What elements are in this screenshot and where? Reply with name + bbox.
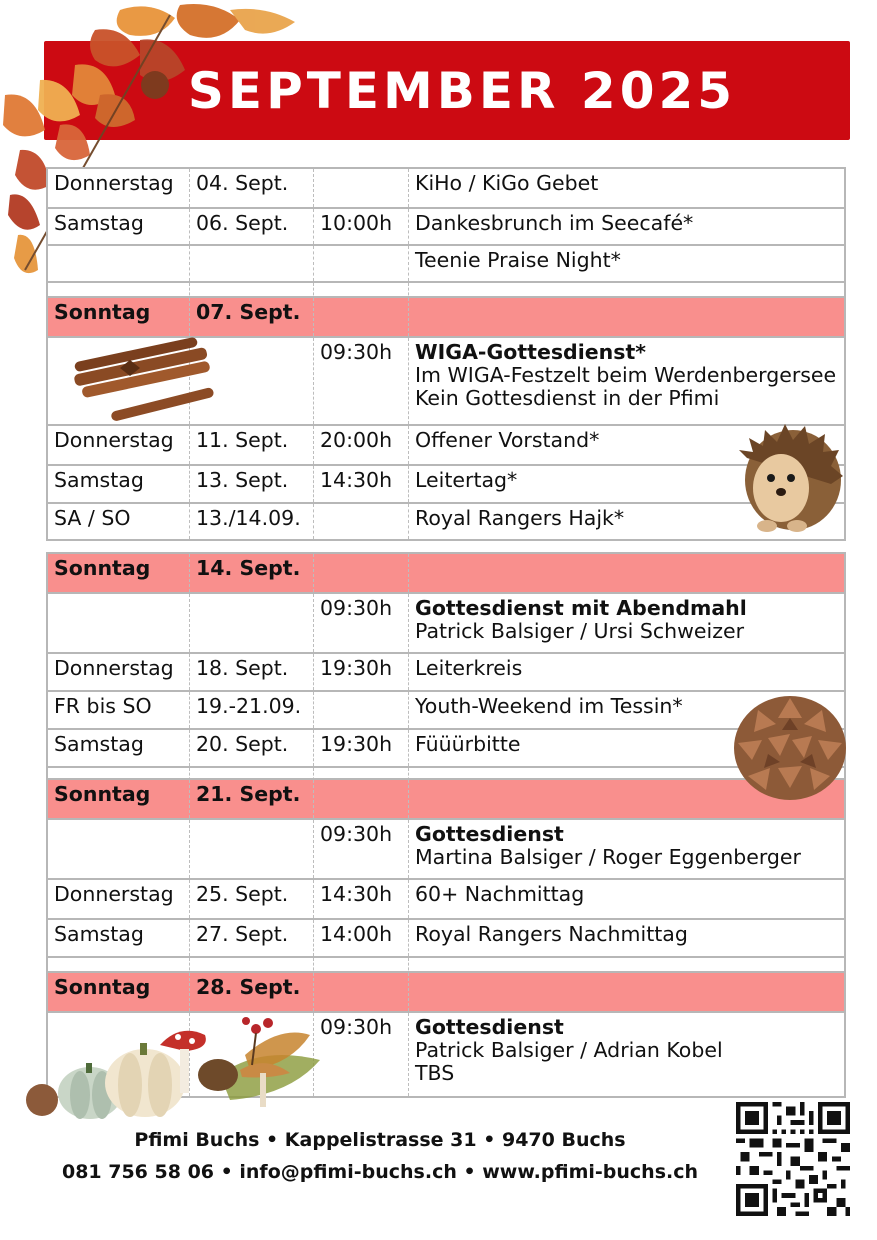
time-cell bbox=[313, 692, 408, 728]
event-cell bbox=[408, 1013, 844, 1096]
date-cell: 11. Sept. bbox=[189, 426, 313, 464]
date-cell: 04. Sept. bbox=[189, 169, 313, 207]
time-cell: 09:30h bbox=[313, 338, 408, 424]
qr-code-icon bbox=[736, 1102, 850, 1216]
event-title: WIGA-Gottesdienst* bbox=[415, 340, 646, 364]
date-cell: 07. Sept. bbox=[189, 298, 313, 336]
sunday-row bbox=[46, 552, 846, 594]
event-detail: Kein Gottesdienst in der Pfimi bbox=[415, 386, 720, 410]
time-cell: 10:00h bbox=[313, 209, 408, 244]
event-cell bbox=[408, 338, 844, 424]
day-cell: SA / SO bbox=[54, 506, 131, 530]
event-title: Gottesdienst bbox=[415, 822, 564, 846]
event-cell: Youth-Weekend im Tessin* bbox=[408, 692, 844, 728]
event-cell: Leitertag* bbox=[408, 466, 844, 502]
event-detail: TBS bbox=[415, 1061, 455, 1085]
time-cell bbox=[313, 298, 408, 336]
day-cell: Donnerstag bbox=[54, 428, 174, 452]
sunday-row bbox=[46, 778, 846, 820]
time-cell bbox=[313, 973, 408, 1011]
date-cell: 13. Sept. bbox=[189, 466, 313, 502]
table-row bbox=[46, 209, 846, 246]
date-cell: 19.-21.09. bbox=[189, 692, 313, 728]
time-cell: 19:30h bbox=[313, 730, 408, 766]
date-cell: 06. Sept. bbox=[189, 209, 313, 244]
day-cell: Samstag bbox=[54, 468, 144, 492]
table-row bbox=[46, 820, 846, 880]
day-cell bbox=[48, 594, 189, 652]
time-cell: 20:00h bbox=[313, 426, 408, 464]
date-cell: 21. Sept. bbox=[189, 780, 313, 818]
date-cell: 28. Sept. bbox=[189, 973, 313, 1011]
table-row bbox=[46, 594, 846, 654]
schedule-section-4 bbox=[46, 778, 846, 977]
table-row bbox=[46, 504, 846, 541]
event-cell: Offener Vorstand* bbox=[408, 426, 844, 464]
table-row bbox=[46, 730, 846, 768]
event-cell: 60+ Nachmittag bbox=[408, 880, 844, 918]
cinnamon-sticks-icon bbox=[70, 330, 220, 425]
day-cell: Donnerstag bbox=[54, 882, 174, 906]
pinecone-icon bbox=[728, 688, 853, 808]
event-cell bbox=[408, 554, 844, 592]
day-cell: FR bis SO bbox=[54, 694, 152, 718]
day-cell: Samstag bbox=[54, 732, 144, 756]
date-cell: 18. Sept. bbox=[189, 654, 313, 690]
event-title: Gottesdienst bbox=[415, 1015, 564, 1039]
date-cell bbox=[189, 594, 313, 652]
footer-address: Pfimi Buchs • Kappelistrasse 31 • 9470 Buchs bbox=[134, 1129, 626, 1151]
time-cell: 14:30h bbox=[313, 880, 408, 918]
table-row bbox=[46, 466, 846, 504]
pumpkins-mushrooms-icon bbox=[20, 1015, 330, 1120]
time-cell bbox=[313, 504, 408, 539]
event-cell: Royal Rangers Hajk* bbox=[408, 504, 844, 539]
event-cell bbox=[408, 298, 844, 336]
sunday-row bbox=[46, 971, 846, 1013]
date-cell: 13./14.09. bbox=[189, 504, 313, 539]
event-detail: Patrick Balsiger / Adrian Kobel bbox=[415, 1038, 723, 1062]
event-cell: Füüürbitte bbox=[408, 730, 844, 766]
event-cell: Dankesbrunch im Seecafé* bbox=[408, 209, 844, 244]
table-row bbox=[46, 692, 846, 730]
event-detail: Martina Balsiger / Roger Eggenberger bbox=[415, 845, 801, 869]
event-cell bbox=[408, 820, 844, 878]
table-row bbox=[46, 246, 846, 283]
time-cell bbox=[313, 169, 408, 207]
table-row bbox=[46, 426, 846, 466]
event-cell bbox=[408, 973, 844, 1011]
date-cell bbox=[189, 246, 313, 281]
table-row bbox=[46, 654, 846, 692]
time-cell: 09:30h bbox=[313, 1013, 408, 1096]
date-cell bbox=[189, 820, 313, 878]
date-cell: 14. Sept. bbox=[189, 554, 313, 592]
event-cell: KiHo / KiGo Gebet bbox=[408, 169, 844, 207]
time-cell bbox=[313, 554, 408, 592]
time-cell bbox=[313, 246, 408, 281]
day-cell bbox=[48, 820, 189, 878]
time-cell: 14:30h bbox=[313, 466, 408, 502]
date-cell: 20. Sept. bbox=[189, 730, 313, 766]
day-cell: Sonntag bbox=[54, 300, 151, 324]
time-cell: 09:30h bbox=[313, 820, 408, 878]
table-row bbox=[46, 920, 846, 958]
day-cell: Sonntag bbox=[54, 975, 151, 999]
date-cell: 25. Sept. bbox=[189, 880, 313, 918]
time-cell: 14:00h bbox=[313, 920, 408, 956]
footer bbox=[0, 1124, 760, 1188]
event-cell: Leiterkreis bbox=[408, 654, 844, 690]
day-cell bbox=[48, 246, 189, 281]
table-row bbox=[46, 880, 846, 920]
schedule-section-1 bbox=[46, 167, 846, 302]
day-cell: Sonntag bbox=[54, 556, 151, 580]
day-cell: Samstag bbox=[54, 922, 144, 946]
day-cell: Donnerstag bbox=[54, 656, 174, 680]
page-title: SEPTEMBER 2025 bbox=[187, 61, 737, 120]
hedgehog-icon bbox=[735, 418, 845, 538]
day-cell: Sonntag bbox=[54, 782, 151, 806]
event-cell bbox=[408, 594, 844, 652]
schedule-section-3 bbox=[46, 552, 846, 787]
event-detail: Im WIGA-Festzelt beim Werdenbergersee bbox=[415, 363, 837, 387]
day-cell: Samstag bbox=[54, 211, 144, 235]
event-title: Gottesdienst mit Abendmahl bbox=[415, 596, 747, 620]
footer-contact: 081 756 58 06 • info@pfimi-buchs.ch • www.pfimi-buchs.ch bbox=[61, 1161, 699, 1183]
date-cell: 27. Sept. bbox=[189, 920, 313, 956]
time-cell bbox=[313, 780, 408, 818]
time-cell: 19:30h bbox=[313, 654, 408, 690]
event-cell: Royal Rangers Nachmittag bbox=[408, 920, 844, 956]
day-cell: Donnerstag bbox=[54, 171, 174, 195]
time-cell: 09:30h bbox=[313, 594, 408, 652]
event-cell: Teenie Praise Night* bbox=[408, 246, 844, 281]
table-row bbox=[46, 167, 846, 209]
event-detail: Patrick Balsiger / Ursi Schweizer bbox=[415, 619, 744, 643]
